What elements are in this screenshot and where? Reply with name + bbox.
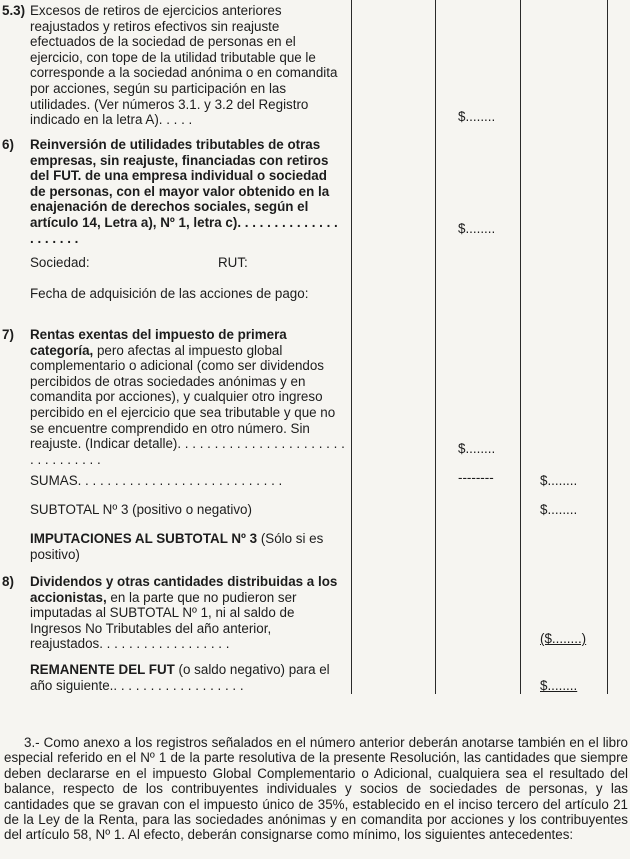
imputaciones bbox=[30, 531, 345, 562]
item-text bbox=[30, 574, 345, 652]
remanente bbox=[30, 662, 345, 693]
item-rest: (o saldo negativo) para el año siguiente.. . . . . . . . . . . . . . . . . . bbox=[30, 662, 330, 693]
item-number: 7) bbox=[2, 327, 14, 342]
column-rule bbox=[435, 0, 436, 694]
amount: $........ bbox=[458, 109, 496, 124]
subtotal-label: SUBTOTAL Nº 3 (positivo o negativo) bbox=[30, 502, 252, 517]
item-text: Excesos de retiros de ejercicios anteriores reajustados y retiros efectivos sin reajuste efectuados de la sociedad de personas en el ejercicio, con tope de la utilidad tributable que le corresponde a la sociedad anónima o en comandita por acciones, según su participación en las utilidades. (Ver números 3.1. y 3.2 del Registro indicado en la letra A). . . . . bbox=[30, 3, 338, 128]
amount: $........ bbox=[540, 473, 578, 488]
item-rest: (Sólo si es positivo) bbox=[30, 531, 324, 562]
item-text bbox=[30, 327, 345, 467]
item-number: 5.3) bbox=[2, 3, 26, 18]
item-text: Reinversión de utilidades tributables de otras empresas, sin reajuste, financiadas con retiros del FUT. de una empresa individual o sociedad de personas, con el mayor valor obtenido en la enajenación de derechos sociales, según el artículo 14, Letra a), Nº 1, letra c). . . . . . . . . . . . . . . . . . . . . bbox=[30, 137, 338, 246]
item-bold: IMPUTACIONES AL SUBTOTAL Nº 3 bbox=[30, 531, 258, 546]
sumas-label: SUMAS. . . . . . . . . . . . . . . . . . . . . . . . . . . . bbox=[30, 473, 283, 488]
item-rest: pero afectas al impuesto global complementario o adicional (como ser dividendos percibidos de otras sociedades anónimas y en comandita por acciones), y cualquier otro ingreso percibido en el ejercicio que sea tributable y que no se encuentre comprendido en otro número. Sin reajuste. (Indicar detalle). . . . . . . . . . . . . . . . . . . . . . . . . . . . . . . . . bbox=[30, 342, 345, 467]
amount: $........ bbox=[458, 441, 496, 456]
fecha-label: Fecha de adquisición de las acciones de pago: bbox=[30, 286, 309, 301]
dash: -------- bbox=[458, 470, 494, 485]
item-bold: Dividendos y otras cantidades distribuidas a los accionistas, bbox=[30, 574, 338, 605]
item-number: 8) bbox=[2, 574, 14, 589]
column-rule bbox=[520, 0, 521, 694]
sociedad-label: Sociedad: bbox=[30, 255, 90, 270]
annex-paragraph: 3.- Como anexo a los registros señalados en el número anterior deberán anotarse también en el libro especial referido en el Nº 1 de la parte resolutiva de la presente Resolución, las cantidades que siempre deben declararse en el impuesto Global Complementario o Adicional, cualquiera sea el resultado del balance, respecto de los contribuyentes individuales y socios de sociedades de personas, y las cantidades que se gravan con el impuesto único de 35%, establecido en el inciso tercero del artículo 21 de la Ley de la Renta, para las sociedades anónimas y en comandita por acciones y los contribuyentes del artículo 58, Nº 1. Al efecto, deberán consignarse como mínimo, los siguientes antecedentes: bbox=[4, 735, 628, 843]
amount: $........ bbox=[540, 678, 578, 693]
item-rest: en la parte que no pudieron ser imputadas al SUBTOTAL Nº 1, ni al saldo de Ingresos No Tributables del año anterior, reajustados. . . . . . . . . . . . . . . . . . bbox=[30, 589, 297, 652]
item-bold: REMANENTE DEL FUT bbox=[30, 662, 175, 677]
item-number: 6) bbox=[2, 137, 14, 152]
item-bold: Rentas exentas del impuesto de primera categoría, bbox=[30, 327, 287, 358]
column-rule bbox=[351, 0, 352, 694]
amount: ($........) bbox=[540, 631, 587, 646]
column-rule bbox=[607, 0, 608, 694]
amount: $........ bbox=[458, 221, 496, 236]
amount: $........ bbox=[540, 502, 578, 517]
rut-label: RUT: bbox=[218, 255, 248, 270]
